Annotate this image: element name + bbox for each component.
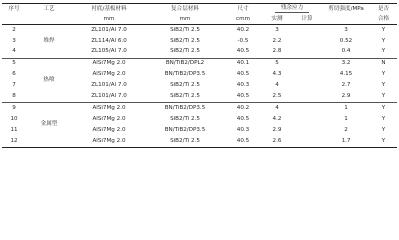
cell-qualified: Y [381,82,386,89]
cell-qualified: Y [381,71,386,78]
cell-calculated [292,36,322,47]
cell-size: -0.5 [237,37,249,44]
cell-substrate: AlSi7Mg 2.0 [72,136,146,147]
header-residual-stress [262,4,322,16]
header-size-unit: cmm [224,15,262,25]
cell-shear: 1.7 [322,136,370,147]
cell-substrate: AlSi7Mg 2.0 [92,60,126,67]
cell-composite: BN/TiB2/DP3.5 [164,126,206,133]
header-calculated: 计算 [292,15,322,25]
cell-process-group: 金属型 [26,103,72,148]
header-composite: 复合层材料 [146,4,224,16]
cell-qualified: Y [381,37,386,44]
header-measured: 实测 [262,15,292,25]
cell-measured: 2.9 [272,126,282,133]
cell-qualified: N [381,60,386,67]
cell-composite: BN/TiB2/DP3.5 [164,71,206,78]
cell-composite: SiB2/Ti 2.5 [146,136,224,147]
cell-size: 40.5 [236,71,250,78]
cell-shear: 2.7 [341,82,351,89]
cell-qualified: Y [381,115,386,122]
header-substrate: 衬底/基板材料 [72,4,146,16]
cell-composite: SiB2/Ti 2.5 [170,37,200,44]
cell-size: 40.3 [236,126,250,133]
cell-composite: SiB2/Ti 2.5 [170,115,200,122]
cell-measured: 4.3 [272,71,282,78]
cell-shear: 1 [344,115,348,122]
cell-process-group: 堆焊 [26,25,72,59]
header-size: 尺寸 [224,4,262,16]
cell-calculated [292,125,322,136]
cell-composite: BN/TiB2/DP3.5 [164,104,206,111]
cell-index: 6 [12,71,16,78]
header-qualified-2: 合格 [370,15,397,25]
cell-composite: SiB2/Ti 2.5 [146,91,224,102]
cell-size: 40.5 [236,115,250,122]
cell-calculated [292,103,322,114]
cell-calculated [292,136,322,147]
cell-size: 40.3 [236,82,250,89]
table-row [2,25,397,36]
cell-measured: 2.5 [262,91,292,102]
table-row [2,103,397,114]
header-substrate-unit: mm [72,15,146,25]
cell-size: 40.5 [224,91,262,102]
table-row [2,58,397,69]
cell-index: 3 [12,37,16,44]
cell-calculated [292,114,322,125]
cell-index: 4 [2,47,26,58]
cell-substrate: AlSi7Mg 2.0 [92,126,126,133]
cell-measured: 2.8 [262,47,292,58]
cell-composite: BN/TiB2/DPL2 [165,60,205,67]
cell-calculated [292,58,322,69]
cell-qualified: Y [370,91,397,102]
cell-calculated [292,70,322,81]
cell-shear: 3.2 [341,60,351,67]
cell-shear: 0.4 [322,47,370,58]
cell-shear: 3 [344,26,348,33]
cell-substrate: ZL101/Al 7.0 [91,82,127,89]
cell-shear: 2.9 [322,91,370,102]
cell-substrate: ZL101/Al 7.0 [91,26,127,33]
cell-size: 40.5 [224,136,262,147]
cell-substrate: ZL101/Al 7.0 [72,91,146,102]
cell-measured: 2.2 [272,37,282,44]
cell-index: 12 [2,136,26,147]
data-table [2,3,397,148]
header-residual-stress-label: 残余应力 [275,6,309,14]
cell-size: 40.2 [236,104,250,111]
cell-measured: 5 [275,60,279,67]
cell-substrate: AlSi7Mg 2.0 [92,115,126,122]
cell-composite: SiB2/Ti 2.5 [146,47,224,58]
cell-index: 8 [2,91,26,102]
cell-measured: 3 [275,26,279,33]
cell-process-group: 热喷 [26,58,72,103]
cell-index: 9 [12,104,16,111]
cell-composite: SiB2/Ti 2.5 [170,82,200,89]
cell-index: 2 [12,26,16,33]
cell-substrate: ZL105/Al 7.0 [72,47,146,58]
cell-index: 10 [10,115,18,122]
cell-qualified: Y [370,47,397,58]
cell-qualified: Y [370,136,397,147]
cell-substrate: AlSi7Mg 2.0 [92,104,126,111]
cell-size: 40.5 [224,47,262,58]
cell-index: 5 [12,60,16,67]
cell-calculated [292,25,322,36]
header-index: 序号 [2,4,26,16]
cell-measured: 4 [275,82,279,89]
cell-calculated [292,47,322,58]
header-shear: 剪切强度/MPa [322,4,370,16]
cell-shear: 0.52 [339,37,353,44]
cell-size: 40.1 [236,60,250,67]
cell-substrate: AlSi7Mg 2.0 [92,71,126,78]
cell-measured: 2.6 [262,136,292,147]
cell-size: 40.2 [236,26,250,33]
cell-index: 7 [12,82,16,89]
header-qualified: 是否 [370,4,397,16]
cell-measured: 4 [275,104,279,111]
cell-measured: 4.2 [272,115,282,122]
cell-substrate: ZL114/Al 6.0 [91,37,127,44]
header-composite-unit: mm [146,15,224,25]
cell-shear: 2 [344,126,348,133]
header-process: 工艺 [26,4,72,16]
cell-qualified: Y [381,104,386,111]
table-body [2,25,397,148]
cell-composite: SiB2/Ti 2.5 [170,26,200,33]
cell-calculated [292,91,322,102]
cell-index: 11 [10,126,18,133]
cell-qualified: Y [381,126,386,133]
cell-qualified: Y [381,26,386,33]
cell-calculated [292,80,322,91]
cell-shear: 4.15 [339,71,353,78]
cell-shear: 1 [344,104,348,111]
